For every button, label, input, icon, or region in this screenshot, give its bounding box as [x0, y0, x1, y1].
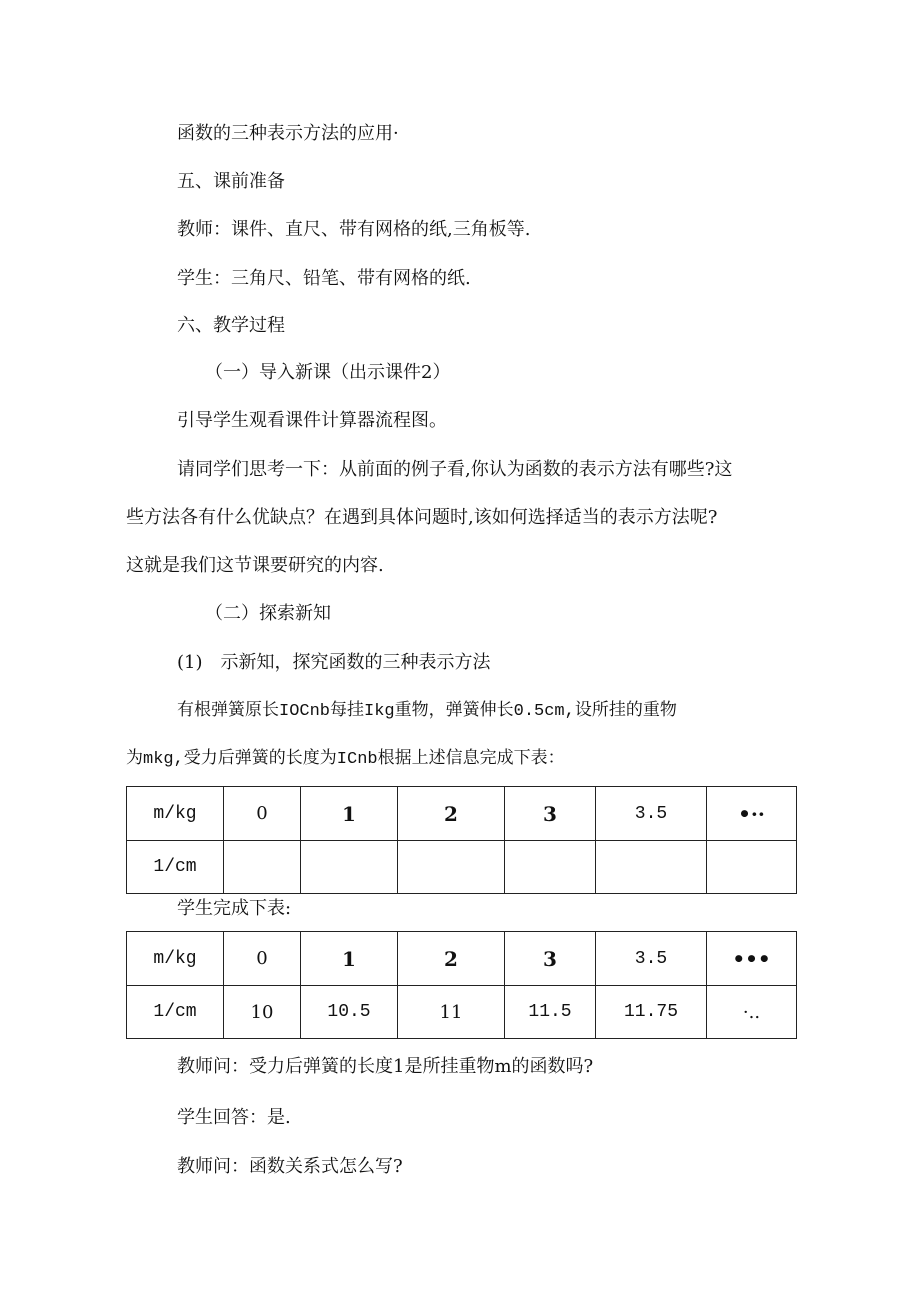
table-row [127, 787, 797, 841]
table-cell: 3.5 [596, 932, 707, 986]
spring-table-empty [126, 786, 797, 894]
paragraph-teacher-question-1: 教师问：受力后弹簧的长度1是所挂重物m的函数吗? [177, 1056, 594, 1077]
table-cell: 11.75 [596, 986, 707, 1039]
table-cell: 3 [505, 787, 596, 841]
table-cell: ••• [707, 932, 797, 986]
paragraph-flowchart: 引导学生观看课件计算器流程图。 [177, 410, 447, 431]
paragraph-teacher-materials: 教师：课件、直尺、带有网格的纸,三角板等. [177, 219, 531, 240]
table-cell: 10 [224, 986, 301, 1039]
subheading-explore: （二）探索新知 [205, 603, 331, 624]
table-cell [224, 841, 301, 894]
paragraph-student-answer: 学生回答：是. [177, 1107, 291, 1128]
table-row [127, 841, 797, 894]
table-cell: 11 [398, 986, 505, 1039]
paragraph-spring-line2: 为mkg,受力后弹簧的长度为ICnb根据上述信息完成下表： [126, 750, 565, 769]
table-cell: 2 [398, 787, 505, 841]
table-cell [505, 841, 596, 894]
table-cell [398, 841, 505, 894]
paragraph-student-complete: 学生完成下表: [177, 898, 292, 919]
heading-preparation: 五、课前准备 [177, 171, 285, 192]
table-cell: m/kg [127, 787, 224, 841]
table-cell: 3.5 [596, 787, 707, 841]
paragraph-applications: 函数的三种表示方法的应用· [177, 123, 399, 144]
paragraph-question-line2: 些方法各有什么优缺点？在遇到具体问题时,该如何选择适当的表示方法呢? [126, 507, 718, 528]
paragraph-question-line1: 请同学们思考一下：从前面的例子看,你认为函数的表示方法有哪些?这 [177, 459, 733, 480]
table-cell [301, 841, 398, 894]
table-cell: 1 [301, 932, 398, 986]
table-cell: ·.. [707, 986, 797, 1039]
table-cell: 1/cm [127, 986, 224, 1039]
table-cell: 3 [505, 932, 596, 986]
table-row [127, 986, 797, 1039]
table-cell: •·· [707, 787, 797, 841]
paragraph-question-line3: 这就是我们这节课要研究的内容. [126, 555, 384, 576]
table-cell: m/kg [127, 932, 224, 986]
spring-table-completed [126, 931, 797, 1039]
paragraph-three-methods: (1) 示新知，探究函数的三种表示方法 [177, 652, 491, 673]
table-cell: 2 [398, 932, 505, 986]
table-cell: 11.5 [505, 986, 596, 1039]
table-cell: 0 [224, 787, 301, 841]
table-cell: 1 [301, 787, 398, 841]
table-cell [707, 841, 797, 894]
table-row [127, 932, 797, 986]
paragraph-student-materials: 学生：三角尺、铅笔、带有网格的纸. [177, 268, 471, 289]
table-cell: 10.5 [301, 986, 398, 1039]
subheading-introduction: （一）导入新课（出示课件2） [205, 362, 451, 383]
table-cell: 0 [224, 932, 301, 986]
paragraph-teacher-question-2: 教师问：函数关系式怎么写? [177, 1156, 403, 1177]
table-cell [596, 841, 707, 894]
paragraph-spring-line1: 有根弹簧原长IOCnb每挂Ikg重物，弹簧伸长0.5cm,设所挂的重物 [177, 702, 677, 721]
heading-teaching-process: 六、教学过程 [177, 315, 285, 336]
table-cell: 1/cm [127, 841, 224, 894]
